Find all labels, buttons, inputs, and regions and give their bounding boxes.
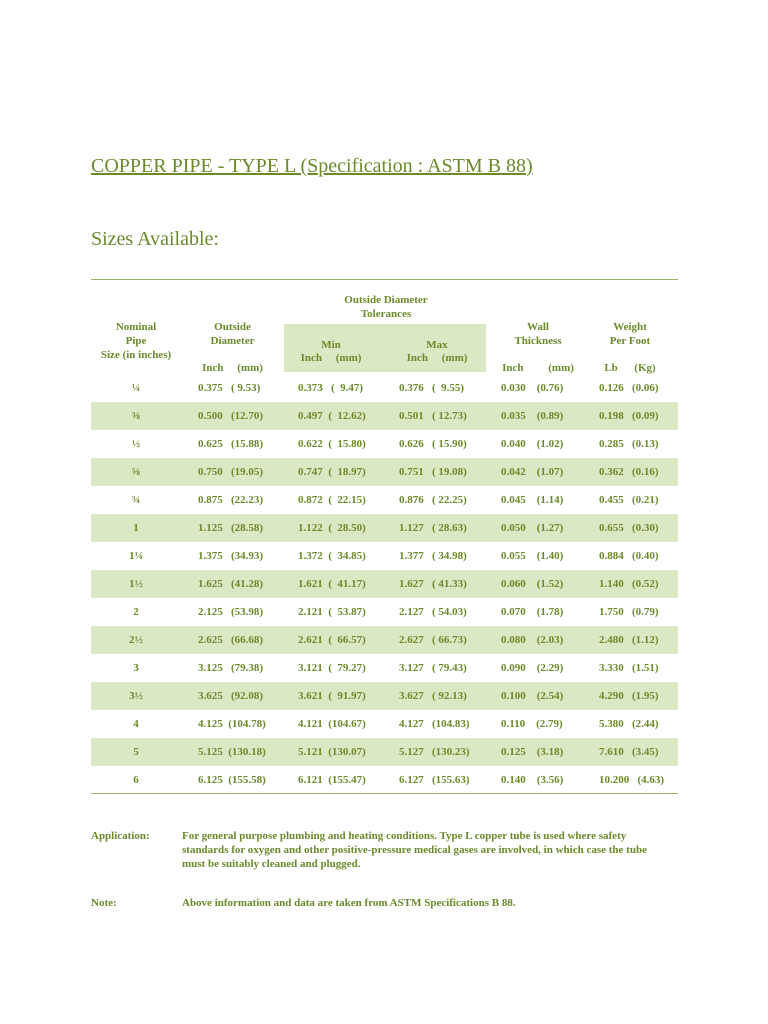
cell-weight: 0.655 (0.30): [599, 522, 659, 534]
header-max: Max: [426, 339, 448, 351]
cell-max: 4.127 (104.83): [399, 718, 470, 730]
cell-wall: 0.030 (0.76): [501, 382, 564, 394]
cell-weight: 3.330 (1.51): [599, 662, 659, 674]
cell-min: 0.373 ( 9.47): [298, 382, 364, 394]
cell-min: 1.372 ( 34.85): [298, 550, 366, 562]
cell-weight: 0.285 (0.13): [599, 438, 659, 450]
cell-min: 2.621 ( 66.57): [298, 634, 366, 646]
cell-min: 1.122 ( 28.50): [298, 522, 366, 534]
cell-outside-diameter: 1.625 (41.28): [198, 578, 264, 590]
cell-outside-diameter: 1.125 (28.58): [198, 522, 264, 534]
cell-outside-diameter: 0.500 (12.70): [198, 410, 264, 422]
cell-max: 3.127 ( 79.43): [399, 662, 467, 674]
cell-max: 3.627 ( 92.13): [399, 690, 467, 702]
cell-outside-diameter: 2.625 (66.68): [198, 634, 264, 646]
cell-wall: 0.080 (2.03): [501, 634, 564, 646]
cell-weight: 0.362 (0.16): [599, 466, 659, 478]
header-min-units: Inch (mm): [300, 352, 362, 364]
cell-wall: 0.040 (1.02): [501, 438, 564, 450]
cell-wall: 0.100 (2.54): [501, 690, 564, 702]
header-od-units: Inch (mm): [202, 362, 263, 374]
cell-weight: 5.380 (2.44): [599, 718, 659, 730]
cell-min: 4.121 (104.67): [298, 718, 366, 730]
cell-outside-diameter: 3.625 (92.08): [198, 690, 264, 702]
cell-min: 1.621 ( 41.17): [298, 578, 366, 590]
cell-max: 2.627 ( 66.73): [399, 634, 467, 646]
cell-outside-diameter: 2.125 (53.98): [198, 606, 264, 618]
cell-outside-diameter: 0.750 (19.05): [198, 466, 264, 478]
cell-max: 0.376 ( 9.55): [399, 382, 465, 394]
cell-wall: 0.060 (1.52): [501, 578, 564, 590]
cell-weight: 0.126 (0.06): [599, 382, 659, 394]
page-title: COPPER PIPE - TYPE L (Specification : ASTM B 88): [91, 155, 533, 177]
cell-wall: 0.140 (3.56): [501, 774, 564, 786]
cell-min: 3.121 ( 79.27): [298, 662, 366, 674]
cell-nominal: 1¼: [129, 550, 143, 562]
cell-outside-diameter: 0.625 (15.88): [198, 438, 264, 450]
table-top-rule: [91, 279, 678, 280]
cell-wall: 0.110 (2.79): [501, 718, 563, 730]
cell-weight: 4.290 (1.95): [599, 690, 659, 702]
cell-outside-diameter: 3.125 (79.38): [198, 662, 264, 674]
cell-nominal: ⅜: [131, 410, 141, 422]
cell-weight: 0.884 (0.40): [599, 550, 659, 562]
cell-min: 6.121 (155.47): [298, 774, 366, 786]
header-wall-thickness: Wall Thickness: [514, 321, 562, 347]
cell-wall: 0.050 (1.27): [501, 522, 564, 534]
cell-outside-diameter: 0.875 (22.23): [198, 494, 264, 506]
cell-wall: 0.090 (2.29): [501, 662, 564, 674]
cell-nominal: 2: [133, 606, 139, 618]
cell-min: 0.872 ( 22.15): [298, 494, 366, 506]
cell-outside-diameter: 0.375 ( 9.53): [198, 382, 261, 394]
cell-wall: 0.055 (1.40): [501, 550, 564, 562]
cell-outside-diameter: 5.125 (130.18): [198, 746, 266, 758]
cell-nominal: 3½: [129, 690, 143, 702]
cell-max: 2.127 ( 54.03): [399, 606, 467, 618]
cell-nominal: 6: [133, 774, 139, 786]
cell-weight: 1.140 (0.52): [599, 578, 659, 590]
header-min: Min: [321, 339, 341, 351]
cell-nominal: 4: [133, 718, 139, 730]
note-text: Above information and data are taken from ASTM Specifications B 88.: [182, 897, 516, 909]
note-label: Note:: [91, 897, 117, 909]
cell-max: 0.751 ( 19.08): [399, 466, 467, 478]
cell-outside-diameter: 1.375 (34.93): [198, 550, 264, 562]
cell-min: 0.497 ( 12.62): [298, 410, 366, 422]
cell-weight: 7.610 (3.45): [599, 746, 659, 758]
header-weight-units: Lb (Kg): [604, 362, 656, 374]
cell-min: 2.121 ( 53.87): [298, 606, 366, 618]
cell-outside-diameter: 6.125 (155.58): [198, 774, 266, 786]
header-outside-diameter: Outside Diameter: [210, 321, 255, 347]
cell-min: 0.622 ( 15.80): [298, 438, 366, 450]
cell-max: 0.501 ( 12.73): [399, 410, 467, 422]
cell-max: 1.127 ( 28.63): [399, 522, 467, 534]
header-wall-units: Inch (mm): [502, 362, 574, 374]
cell-wall: 0.070 (1.78): [501, 606, 564, 618]
header-nominal: Nominal Pipe Size (in inches): [100, 321, 172, 361]
cell-nominal: 1½: [129, 578, 143, 590]
cell-nominal: ⅝: [131, 466, 141, 478]
cell-wall: 0.125 (3.18): [501, 746, 564, 758]
cell-nominal: ¼: [131, 382, 141, 394]
cell-max: 0.876 ( 22.25): [399, 494, 467, 506]
table-bottom-rule: [91, 793, 678, 794]
cell-max: 6.127 (155.63): [399, 774, 470, 786]
cell-wall: 0.035 (0.89): [501, 410, 564, 422]
header-od-tolerances: Outside Diameter Tolerances: [344, 294, 428, 320]
cell-weight: 10.200 (4.63): [599, 774, 665, 786]
cell-max: 1.377 ( 34.98): [399, 550, 467, 562]
cell-weight: 0.455 (0.21): [599, 494, 659, 506]
section-heading: Sizes Available:: [91, 228, 219, 250]
header-weight: Weight Per Foot: [609, 321, 651, 347]
cell-min: 3.621 ( 91.97): [298, 690, 366, 702]
cell-max: 0.626 ( 15.90): [399, 438, 467, 450]
cell-max: 5.127 (130.23): [399, 746, 470, 758]
cell-weight: 2.480 (1.12): [599, 634, 659, 646]
cell-weight: 0.198 (0.09): [599, 410, 659, 422]
cell-weight: 1.750 (0.79): [599, 606, 659, 618]
application-text: For general purpose plumbing and heating conditions. Type L copper tube is used where safety standards for oxygen and other positive-pressure medical gases are involved, in which case the tube must be suitably cleaned and plugged.: [182, 830, 647, 870]
header-max-units: Inch (mm): [406, 352, 468, 364]
cell-wall: 0.042 (1.07): [501, 466, 564, 478]
cell-nominal: 1: [133, 522, 139, 534]
cell-nominal: ½: [131, 438, 141, 450]
application-label: Application:: [91, 830, 150, 842]
cell-min: 5.121 (130.07): [298, 746, 366, 758]
cell-wall: 0.045 (1.14): [501, 494, 564, 506]
cell-nominal: ¾: [131, 494, 141, 506]
cell-nominal: 5: [133, 746, 139, 758]
cell-outside-diameter: 4.125 (104.78): [198, 718, 266, 730]
cell-nominal: 3: [133, 662, 139, 674]
cell-max: 1.627 ( 41.33): [399, 578, 467, 590]
cell-nominal: 2½: [129, 634, 143, 646]
cell-min: 0.747 ( 18.97): [298, 466, 366, 478]
